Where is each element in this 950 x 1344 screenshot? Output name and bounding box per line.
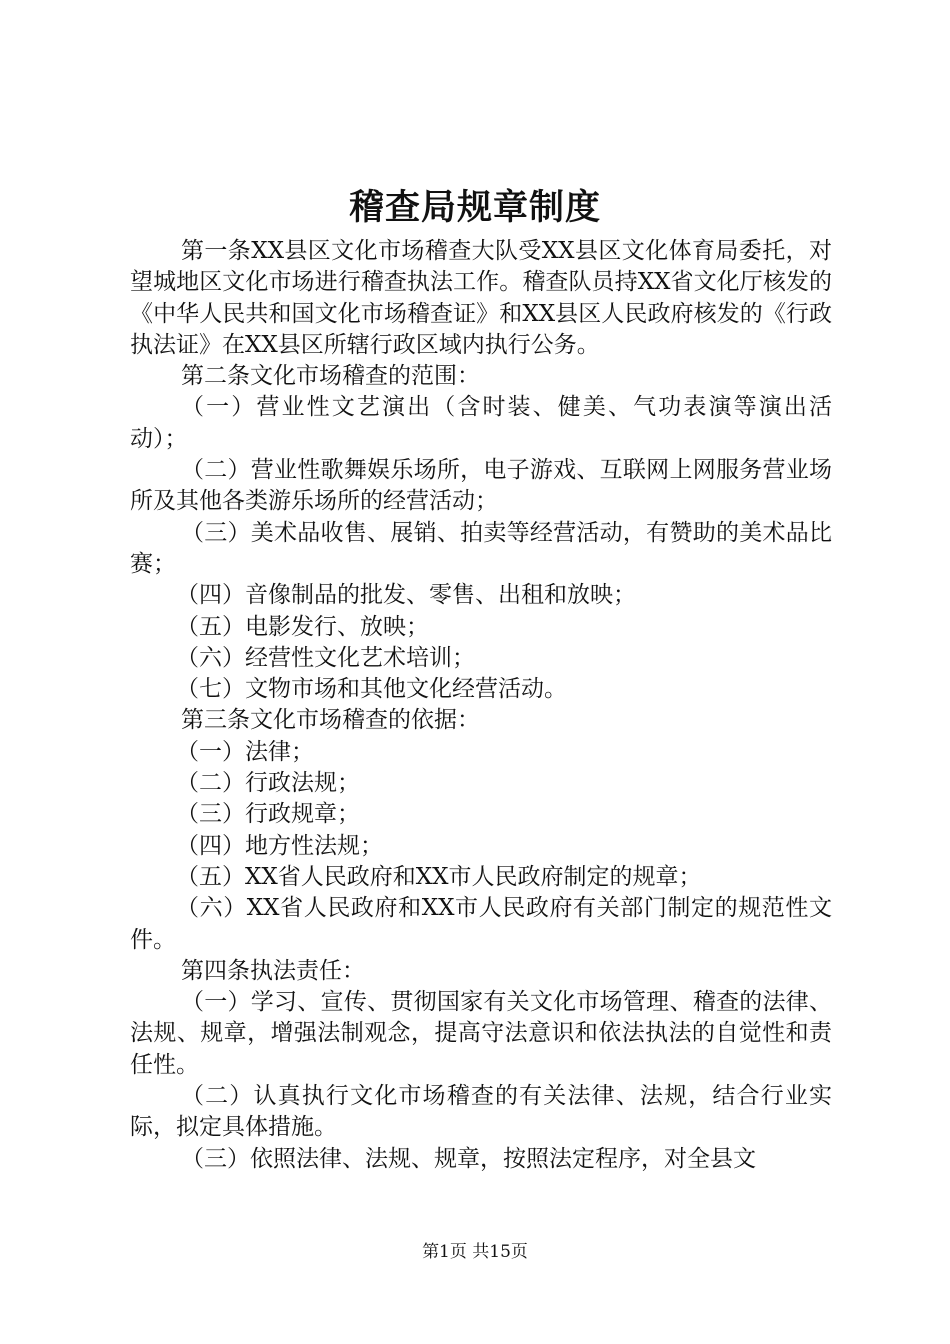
paragraph-item: （六）XX省人民政府和XX市人民政府有关部门制定的规范性文件。 xyxy=(130,895,832,953)
paragraph-item: （七）文物市场和其他文化经营活动。 xyxy=(176,676,567,703)
paragraph-item: （二）营业性歌舞娱乐场所，电子游戏、互联网上网服务营业场所及其他各类游乐场所的经营活动； xyxy=(130,457,832,515)
paragraph-article-2: 第二条文化市场稽查的范围： xyxy=(181,363,480,390)
paragraph-item: （四）地方性法规； xyxy=(176,832,383,859)
paragraph-item: （三）美术品收售、展销、拍卖等经营活动，有赞助的美术品比赛； xyxy=(130,519,832,577)
paragraph-item: （三）行政规章； xyxy=(176,801,360,828)
paragraph-item: （一）学习、宣传、贯彻国家有关文化市场管理、稽查的法律、法规、规章，增强法制观念，提高守法意识和依法执法的自觉性和责任性。 xyxy=(130,989,832,1078)
paragraph-item: （一）营业性文艺演出（含时装、健美、气功表演等演出活动）； xyxy=(130,394,832,452)
page-footer: 第1页 共15页 xyxy=(422,1242,528,1262)
paragraph-article-1: 第一条XX县区文化市场稽查大队受XX县区文化体育局委托，对望城地区文化市场进行稽查执法工作。稽查队员持XX省文化厅核发的《中华人民共和国文化市场稽查证》和XX县区人民政府核发的《行政执法证》在XX县区所辖行政区域内执行公务。 xyxy=(130,238,832,358)
paragraph-item: （六）经营性文化艺术培训； xyxy=(176,644,475,671)
document-body xyxy=(130,236,832,1175)
paragraph-article-4: 第四条执法责任： xyxy=(181,957,365,984)
document-title: 稽查局规章制度 xyxy=(348,187,601,228)
paragraph-item: （五）电影发行、放映； xyxy=(176,613,429,640)
paragraph-item: （二）认真执行文化市场稽查的有关法律、法规，结合行业实际，拟定具体措施。 xyxy=(130,1083,832,1141)
paragraph-article-3: 第三条文化市场稽查的依据： xyxy=(181,707,480,734)
paragraph-item: （三）依照法律、法规、规章，按照法定程序，对全县文 xyxy=(181,1145,756,1172)
paragraph-item: （五）XX省人民政府和XX市人民政府制定的规章； xyxy=(176,863,702,890)
paragraph-item: （二）行政法规； xyxy=(176,770,360,797)
paragraph-item: （四）音像制品的批发、零售、出租和放映； xyxy=(176,582,636,609)
paragraph-item: （一）法律； xyxy=(176,738,314,765)
